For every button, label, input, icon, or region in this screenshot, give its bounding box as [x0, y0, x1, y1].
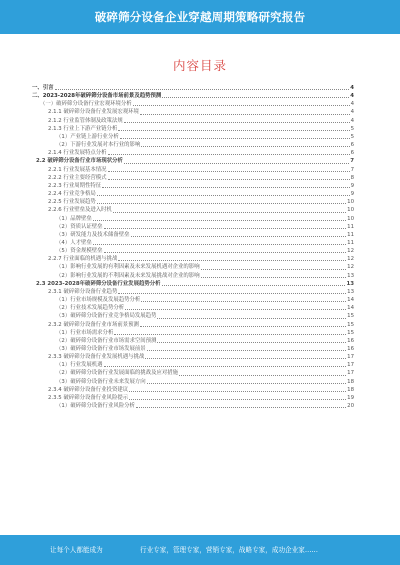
- toc-leader-dots: [125, 309, 346, 310]
- toc-leader-dots: [147, 350, 346, 351]
- toc-entry-page: 13: [347, 288, 354, 295]
- toc-entry-text: 2.2 破碎筛分设备行业市场现状分析: [36, 158, 123, 165]
- footer-slogan-left: 让每个人都能成为: [50, 546, 103, 554]
- toc-entry-text: （2）资质认证壁垒: [56, 223, 103, 230]
- toc-entry-text: 2.2.3 行业周期性特征: [48, 182, 102, 189]
- toc-entry[interactable]: [32, 231, 354, 239]
- toc-entry-text: 2.3.1 破碎筛分设备行业趋势: [48, 288, 118, 295]
- toc-entry-page: 7: [350, 158, 354, 165]
- toc-entry-page: 7: [350, 166, 354, 173]
- toc-entry-text: （5）资金规模壁垒: [56, 248, 103, 255]
- toc-entry-text: 2.1.4 行业发展特点分析: [48, 150, 107, 157]
- toc-leader-dots: [120, 138, 350, 139]
- toc-entry-text: （2）破碎筛分设备行业市场需求空间预测: [56, 337, 157, 344]
- toc-entry-text: （2）行业技术发展趋势分析: [56, 305, 125, 312]
- toc-entry-page: 16: [347, 346, 354, 352]
- toc-entry[interactable]: [32, 272, 354, 280]
- toc-leader-dots: [104, 228, 347, 229]
- toc-leader-dots: [113, 212, 346, 213]
- toc-entry-text: 二、2023-2028年破碎筛分设备市场前景及趋势预测: [32, 93, 162, 100]
- toc-entry-text: 2.3.2 破碎筛分设备行业市场前景预测: [48, 321, 139, 328]
- toc-entry-page: 8: [350, 174, 354, 181]
- toc-entry-text: 2.2.4 行业竞争格局: [48, 191, 96, 198]
- toc-entry[interactable]: [32, 386, 354, 394]
- toc-entry[interactable]: [32, 280, 354, 288]
- toc-entry[interactable]: [32, 255, 354, 263]
- toc-entry-text: （1）行业市场规模及发展趋势分析: [56, 297, 141, 304]
- toc-entry-page: 4: [350, 101, 354, 108]
- toc-leader-dots: [97, 195, 350, 196]
- toc-entry-page: 14: [347, 305, 354, 312]
- toc-entry-page: 6: [350, 142, 354, 149]
- toc-leader-dots: [118, 293, 346, 294]
- toc-entry-text: （3）研发能力及技术储备壁垒: [56, 231, 130, 238]
- toc-entry-page: 10: [347, 207, 354, 214]
- toc-leader-dots: [145, 358, 346, 359]
- toc-leader-dots: [124, 122, 350, 123]
- toc-entry[interactable]: [32, 263, 354, 271]
- toc-entry-text: 2.2.6 行业壁垒及进入时机: [48, 207, 112, 214]
- toc-leader-dots: [104, 252, 347, 253]
- toc-entry[interactable]: [32, 369, 354, 377]
- toc-entry-page: 10: [347, 215, 354, 222]
- toc-entry-page: 15: [347, 313, 354, 320]
- toc-entry[interactable]: [32, 378, 354, 386]
- toc-leader-dots: [129, 399, 346, 400]
- toc-entry[interactable]: [32, 190, 354, 198]
- toc-entry[interactable]: [32, 304, 354, 312]
- toc-entry[interactable]: [32, 141, 354, 149]
- table-of-contents: [32, 84, 354, 410]
- toc-entry[interactable]: [32, 215, 354, 223]
- toc-entry-text: （4）人才壁垒: [56, 239, 92, 246]
- toc-entry[interactable]: [32, 84, 354, 92]
- toc-entry[interactable]: [32, 288, 354, 296]
- toc-entry-page: 13: [346, 280, 354, 287]
- toc-leader-dots: [201, 277, 347, 278]
- toc-entry-page: 15: [347, 321, 354, 328]
- toc-entry-page: 6: [350, 150, 354, 157]
- toc-entry-page: 4: [350, 109, 354, 116]
- toc-leader-dots: [108, 179, 350, 180]
- toc-entry-text: 2.2.5 行业发展趋势: [48, 199, 96, 206]
- toc-leader-dots: [131, 236, 347, 237]
- toc-entry[interactable]: [32, 100, 354, 108]
- toc-leader-dots: [114, 334, 346, 335]
- toc-entry-text: （1）产业链上游行业分析: [56, 133, 119, 140]
- toc-entry-text: 2.2.1 行业发展基本情况: [48, 166, 107, 173]
- toc-leader-dots: [129, 391, 346, 392]
- toc-entry-text: （3）破碎筛分设备行业未来发展方向: [56, 378, 146, 385]
- toc-entry-text: （2）影响行业发展的不利因素及未来发展挑战对企业的影响: [56, 272, 200, 279]
- toc-entry-text: 2.2.7 行业面临的机遇与挑战: [48, 256, 118, 263]
- toc-leader-dots: [108, 154, 350, 155]
- toc-entry-page: 15: [347, 329, 354, 336]
- toc-title: 内容目录: [172, 58, 227, 73]
- toc-entry-page: 20: [347, 403, 354, 410]
- toc-leader-dots: [108, 171, 350, 172]
- toc-entry[interactable]: [32, 117, 354, 125]
- toc-entry[interactable]: [32, 125, 354, 133]
- toc-entry[interactable]: [32, 321, 354, 329]
- toc-leader-dots: [136, 407, 346, 408]
- toc-entry[interactable]: [32, 166, 354, 174]
- toc-leader-dots: [140, 326, 346, 327]
- toc-entry-page: 5: [350, 125, 354, 132]
- toc-entry-page: 18: [347, 378, 354, 385]
- toc-entry-page: 18: [347, 386, 354, 393]
- toc-entry-page: 9: [350, 191, 354, 198]
- toc-entry[interactable]: [32, 223, 354, 231]
- toc-entry[interactable]: [32, 239, 354, 247]
- toc-entry[interactable]: [32, 149, 354, 157]
- toc-leader-dots: [157, 318, 346, 319]
- toc-entry-page: 12: [347, 264, 354, 271]
- toc-entry-text: 一、引言: [32, 85, 54, 91]
- toc-entry-page: 10: [347, 199, 354, 206]
- toc-entry-text: （1）行业发展机遇: [56, 362, 103, 369]
- toc-leader-dots: [141, 146, 349, 147]
- toc-entry-text: 2.3.4 破碎筛分设备行业投资建议: [48, 386, 129, 393]
- report-footer: [0, 535, 400, 565]
- toc-entry-page: 4: [350, 93, 354, 100]
- toc-entry[interactable]: [32, 174, 354, 182]
- toc-entry[interactable]: [32, 198, 354, 206]
- toc-leader-dots: [93, 244, 346, 245]
- toc-entry[interactable]: [32, 353, 354, 361]
- toc-leader-dots: [147, 383, 346, 384]
- toc-entry[interactable]: [32, 312, 354, 320]
- footer-slogan-right: 行业专家，管理专家，营销专家，战略专家，成功企业家……: [140, 546, 319, 554]
- toc-entry-text: 2.3.3 破碎筛分设备行业发展机遇与挑战: [48, 354, 145, 361]
- toc-entry-page: 11: [347, 231, 354, 238]
- toc-entry-text: 2.3 2023-2028年破碎筛分设备行业发展趋势分析: [36, 280, 161, 287]
- toc-entry-text: 2.1.3 行业上下游产业链分析: [48, 125, 118, 132]
- toc-entry-page: 5: [350, 133, 354, 140]
- toc-entry-text: （一）破碎筛分设备行业宏观环境分析: [40, 101, 132, 108]
- report-header-title: 破碎筛分设备企业穿越周期策略研究报告: [94, 10, 306, 24]
- toc-leader-dots: [141, 301, 346, 302]
- toc-entry-text: （2）破碎筛分设备行业发展面临的挑战及应对措施: [56, 370, 179, 377]
- toc-leader-dots: [118, 130, 349, 131]
- toc-leader-dots: [118, 260, 346, 261]
- toc-leader-dots: [55, 89, 350, 90]
- toc-leader-dots: [162, 97, 349, 98]
- toc-entry[interactable]: [32, 206, 354, 214]
- toc-entry-page: 9: [350, 182, 354, 189]
- toc-entry-text: （1）破碎筛分设备行业风险分析: [56, 403, 135, 410]
- toc-entry-text: （1）品牌壁垒: [56, 215, 92, 222]
- toc-entry-text: （1）影响行业发展的有利因素及未来发展机遇对企业的影响: [56, 264, 200, 271]
- toc-entry[interactable]: [32, 337, 354, 345]
- toc-entry[interactable]: [32, 394, 354, 402]
- toc-entry-text: 2.2.2 行业主要经营模式: [48, 174, 107, 181]
- toc-leader-dots: [133, 105, 350, 106]
- toc-leader-dots: [97, 203, 346, 204]
- report-header: [0, 0, 400, 34]
- toc-entry-page: 13: [347, 272, 354, 279]
- toc-entry-page: 16: [347, 337, 354, 344]
- toc-leader-dots: [102, 187, 349, 188]
- toc-entry-text: （2）下游行业发展对本行业的影响: [56, 142, 141, 149]
- toc-entry[interactable]: [32, 345, 354, 353]
- toc-entry-page: 14: [347, 297, 354, 304]
- toc-leader-dots: [93, 220, 346, 221]
- toc-entry-page: 4: [350, 85, 354, 91]
- toc-entry-page: 17: [347, 370, 354, 377]
- toc-entry[interactable]: [32, 133, 354, 141]
- toc-leader-dots: [140, 114, 350, 115]
- toc-entry-page: 19: [347, 394, 354, 401]
- toc-entry[interactable]: [32, 361, 354, 369]
- toc-leader-dots: [201, 269, 347, 270]
- toc-entry-text: （1）行业市场需求分析: [56, 329, 114, 336]
- toc-entry-page: 4: [350, 117, 354, 124]
- toc-leader-dots: [104, 366, 347, 367]
- toc-leader-dots: [162, 285, 346, 286]
- toc-entry-page: 12: [347, 256, 354, 263]
- toc-entry-page: 11: [347, 223, 354, 230]
- toc-leader-dots: [157, 342, 346, 343]
- toc-entry[interactable]: [32, 92, 354, 100]
- toc-leader-dots: [179, 375, 346, 376]
- toc-entry[interactable]: [32, 402, 354, 410]
- toc-entry-text: 2.1.2 行业监管体制及政策法规: [48, 117, 123, 124]
- toc-entry-text: 2.1.1 破碎筛分设备行业发展宏观环境: [48, 109, 139, 116]
- toc-entry[interactable]: [32, 296, 354, 304]
- toc-entry-page: 12: [347, 248, 354, 255]
- toc-entry-page: 17: [347, 362, 354, 369]
- toc-entry-page: 11: [347, 239, 354, 246]
- toc-entry-page: 17: [347, 354, 354, 361]
- toc-entry[interactable]: [32, 108, 354, 116]
- toc-leader-dots: [124, 163, 349, 164]
- toc-entry[interactable]: [32, 157, 354, 165]
- toc-entry[interactable]: [32, 247, 354, 255]
- toc-entry-text: （3）破碎筛分设备行业竞争格局发展趋势: [56, 313, 157, 320]
- toc-entry[interactable]: [32, 329, 354, 337]
- toc-entry-text: 2.3.5 破碎筛分设备行业风险提示: [48, 394, 129, 401]
- toc-entry-text: （3）破碎筛分设备行业市场发展前景: [56, 346, 146, 352]
- toc-entry[interactable]: [32, 182, 354, 190]
